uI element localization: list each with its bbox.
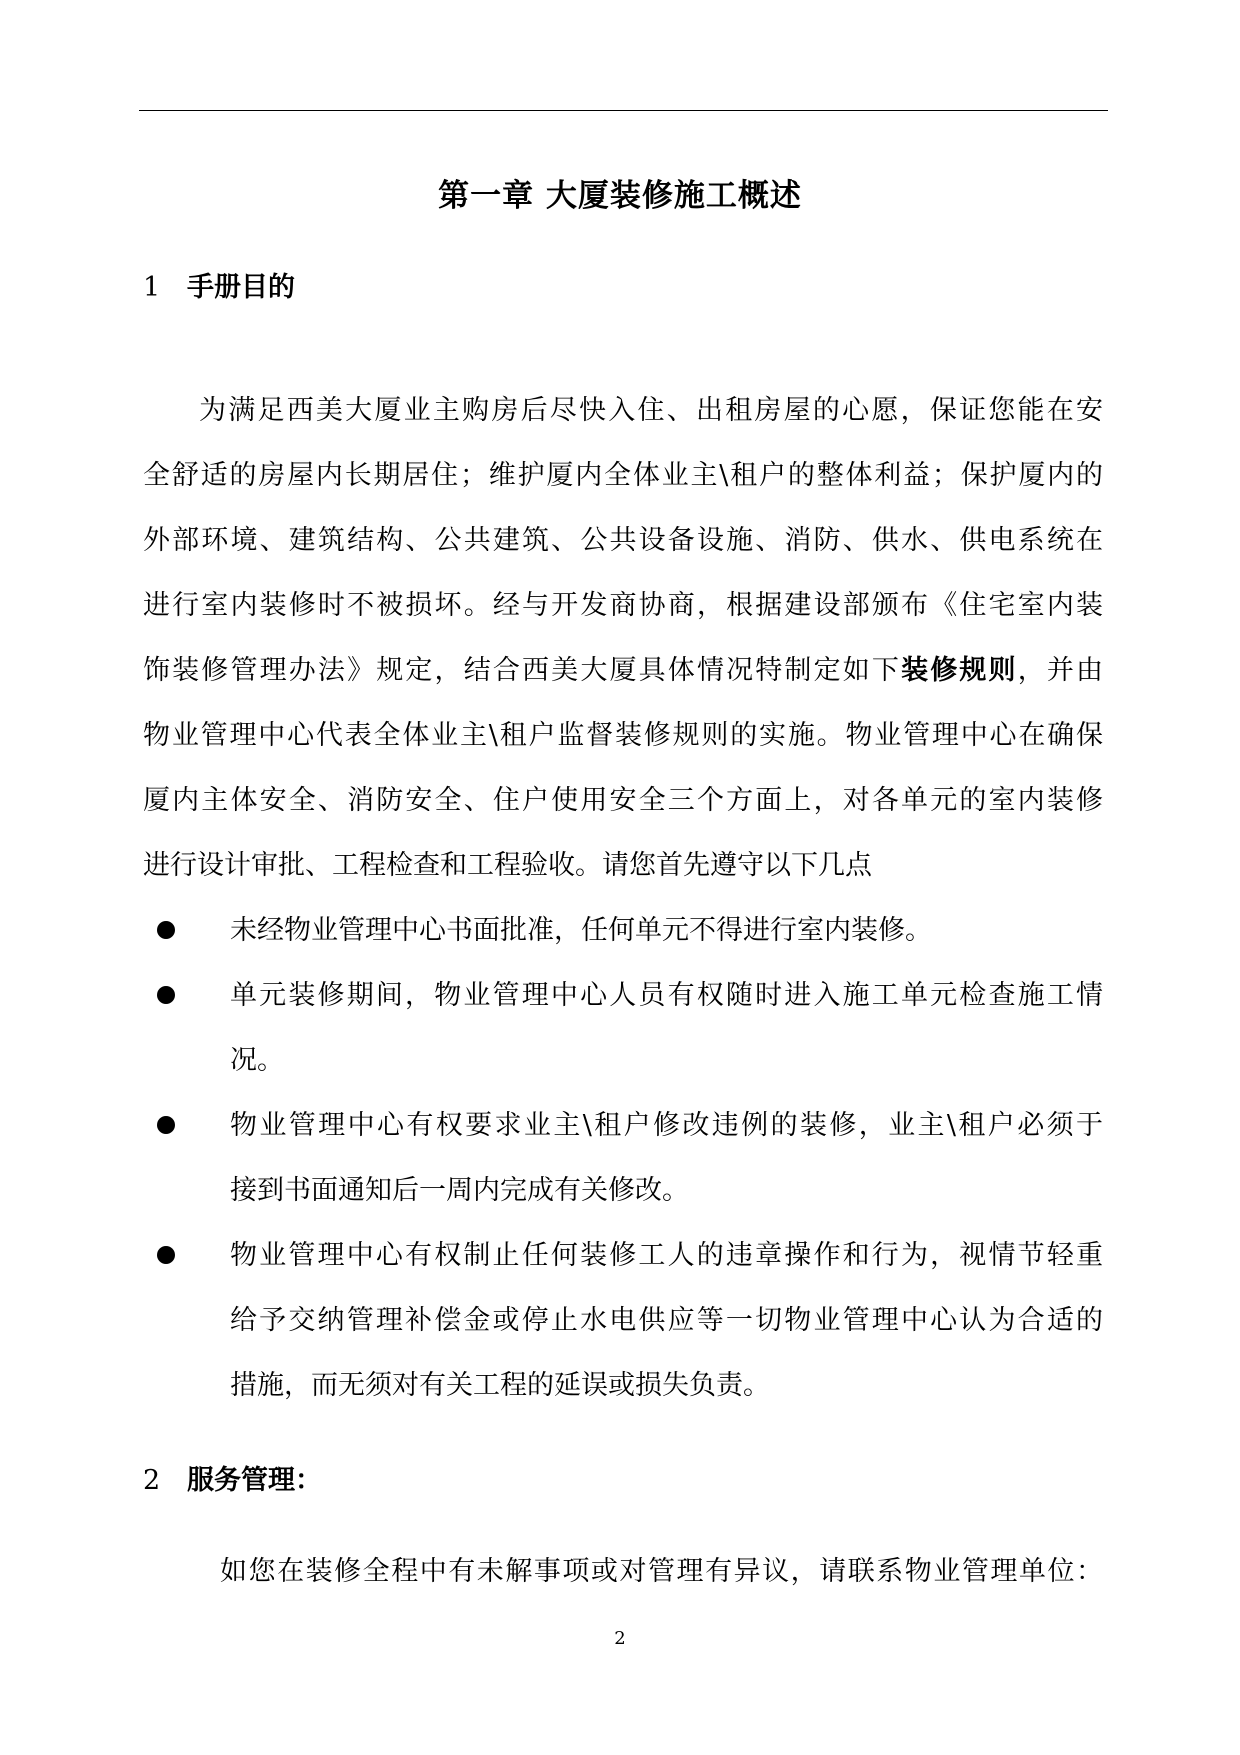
bullet-4-line-3: 措施，而无须对有关工程的延误或损失负责。: [230, 1370, 770, 1401]
bullet-4-line-1: 物业管理中心有权制止任何装修工人的违章操作和行为，视情节轻重: [230, 1240, 1103, 1271]
decoration-rules-term: 装修规则: [901, 655, 1018, 686]
paragraph-line-8: 进行设计审批、工程检查和工程验收。请您首先遵守以下几点: [143, 850, 872, 881]
section-1-heading: [143, 268, 295, 308]
section-1-title: 手册目的: [187, 272, 295, 303]
bullet-1-line-1: 未经物业管理中心书面批准，任何单元不得进行室内装修。: [230, 915, 932, 946]
page-number: 2: [614, 1628, 626, 1649]
section-2-heading: [143, 1461, 322, 1501]
bullet-2-line-2: 况。: [230, 1045, 284, 1076]
chapter-title: 第一章 大厦装修施工概述: [438, 178, 802, 214]
paragraph-line-2: 全舒适的房屋内长期居住；维护厦内全体业主\租户的整体利益；保护厦内的: [143, 460, 1103, 491]
paragraph-line-4: 进行室内装修时不被损坏。经与开发商协商，根据建设部颁布《住宅室内装: [143, 590, 1103, 621]
paragraph-line-5-start: 饰装修管理办法》规定，结合西美大厦具体情况特制定如下: [143, 655, 902, 686]
paragraph-line-5: [143, 651, 1103, 691]
paragraph-line-6: 物业管理中心代表全体业主\租户监督装修规则的实施。物业管理中心在确保: [143, 720, 1103, 751]
paragraph-line-1: 为满足西美大厦业主购房后尽快入住、出租房屋的心愿，保证您能在安: [199, 395, 1103, 426]
bullet-dot-icon: [157, 921, 175, 939]
section-2-number: 2: [143, 1465, 161, 1496]
bullet-2-line-1: 单元装修期间，物业管理中心人员有权随时进入施工单元检查施工情: [230, 980, 1103, 1011]
header-rule: [139, 110, 1108, 111]
bullet-3-line-2: 接到书面通知后一周内完成有关修改。: [230, 1175, 689, 1206]
bullet-dot-icon: [157, 986, 175, 1004]
paragraph-line-5-end: ，并由: [1017, 655, 1103, 686]
paragraph-line-7: 厦内主体安全、消防安全、住户使用安全三个方面上，对各单元的室内装修: [143, 785, 1103, 816]
section-1-number: 1: [143, 272, 161, 303]
bullet-3-line-1: 物业管理中心有权要求业主\租户修改违例的装修，业主\租户必须于: [230, 1110, 1103, 1141]
section-2-paragraph: 如您在装修全程中有未解事项或对管理有异议，请联系物业管理单位：: [220, 1556, 1103, 1587]
paragraph-line-3: 外部环境、建筑结构、公共建筑、公共设备设施、消防、供水、供电系统在: [143, 525, 1103, 556]
bullet-4-line-2: 给予交纳管理补偿金或停止水电供应等一切物业管理中心认为合适的: [230, 1305, 1103, 1336]
bullet-dot-icon: [157, 1116, 175, 1134]
section-2-title: 服务管理：: [187, 1465, 322, 1496]
bullet-dot-icon: [157, 1246, 175, 1264]
